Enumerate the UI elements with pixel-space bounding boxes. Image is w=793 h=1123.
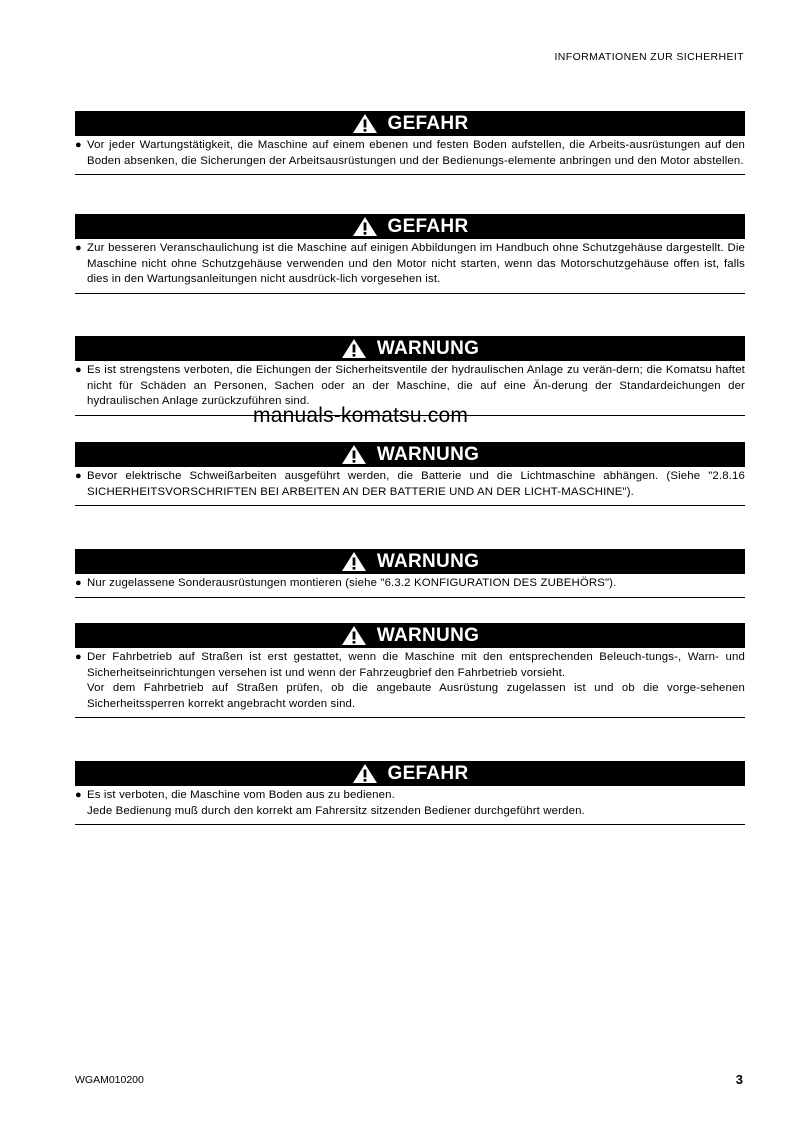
warning-triangle-icon [341, 444, 367, 465]
notice-text: Vor jeder Wartungstätigkeit, die Maschine auf einem ebenen und festen Boden aufstellen, die Arbeits-ausrüstungen auf den Boden absenken, die Sicherungen der Arbeitsausrüstungen und der Bedienungs-elemente anbringen und den Motor abstellen. [87, 139, 745, 167]
bullet-icon: ● [75, 577, 82, 589]
safety-notice [75, 549, 745, 598]
warning-triangle-icon [341, 551, 367, 572]
notice-text: Es ist strengstens verboten, die Eichungen der Sicherheitsventile der hydraulischen Anlage zu verän-dern; die Komatsu haftet nicht für Schäden an Personen, Sachen oder an der Maschine, die auf eine Än-derung der Standardeichungen der hydraulischen Anlage zurückzuführen sind. [87, 364, 745, 407]
safety-notice [75, 111, 745, 175]
bullet-icon: ● [75, 789, 82, 801]
divider [75, 597, 745, 598]
notice-level: GEFAHR [387, 215, 469, 237]
notice-text: Der Fahrbetrieb auf Straßen ist erst gestattet, wenn die Maschine mit den entsprechenden Beleuch-tungs-, Warn- und Sicherheitseinrichtungen versehen ist und wenn der Fahrzeugbrief den Fahrbetrieb vorsieht. [87, 651, 745, 679]
warning-triangle-icon [341, 625, 367, 646]
divider [75, 717, 745, 718]
notice-level: WARNUNG [376, 624, 480, 646]
safety-notice [75, 623, 745, 718]
divider [75, 824, 745, 825]
bullet-icon: ● [75, 364, 82, 376]
divider [75, 505, 745, 506]
notice-text: Jede Bedienung muß durch den korrekt am Fahrersitz sitzenden Bediener durchgeführt werden. [87, 804, 585, 817]
safety-notice [75, 442, 745, 506]
notice-banner [75, 761, 745, 786]
notice-level: GEFAHR [387, 112, 469, 134]
notice-banner [75, 442, 745, 467]
bullet-icon: ● [75, 651, 82, 663]
notice-text: Es ist verboten, die Maschine vom Boden aus zu bedienen. [87, 789, 395, 801]
page-header-title: INFORMATIONEN ZUR SICHERHEIT [554, 51, 744, 63]
notice-level: WARNUNG [376, 443, 480, 465]
notice-level: WARNUNG [376, 337, 480, 359]
divider [75, 293, 745, 294]
page-number: 3 [735, 1072, 743, 1087]
warning-triangle-icon [352, 113, 378, 134]
notice-level: WARNUNG [376, 550, 480, 572]
bullet-icon: ● [75, 470, 82, 482]
divider [75, 174, 745, 175]
notice-text: Nur zugelassene Sonderausrüstungen montieren (siehe "6.3.2 KONFIGURATION DES ZUBEHÖRS"). [87, 577, 617, 589]
safety-notice [75, 761, 745, 825]
notice-level: GEFAHR [387, 762, 469, 784]
warning-triangle-icon [341, 338, 367, 359]
notice-banner [75, 111, 745, 136]
notice-banner [75, 214, 745, 239]
notice-text: Bevor elektrische Schweißarbeiten ausgeführt werden, die Batterie und die Lichtmaschine abhängen. (Siehe "2.8.16 SICHERHEITSVORSCHRIFTEN BEI ARBEITEN AN DER BATTERIE UND AN DER LICHT-MASCHINE"). [87, 470, 745, 498]
bullet-icon: ● [75, 242, 82, 254]
notice-banner [75, 549, 745, 574]
document-code: WGAM010200 [75, 1074, 144, 1086]
warning-triangle-icon [352, 763, 378, 784]
watermark-link[interactable]: manuals-komatsu.com [253, 404, 469, 427]
notice-text: Vor dem Fahrbetrieb auf Straßen prüfen, ob die angebaute Ausrüstung zugelassen ist und ob die vorge-sehenen Sicherheitssperren korrekt angebracht worden sind. [87, 682, 745, 710]
warning-triangle-icon [352, 216, 378, 237]
notice-banner [75, 623, 745, 648]
bullet-icon: ● [75, 139, 82, 151]
notice-banner [75, 336, 745, 361]
notice-text: Zur besseren Veranschaulichung ist die Maschine auf einigen Abbildungen im Handbuch ohne Schutzgehäuse dargestellt. Die Maschine nicht ohne Schutzgehäuse verwenden und den Motor nicht starten, wenn das Motorschutzgehäuse offen ist, falls dies in den Wartungsanleitungen nicht ausdrück-lich vorgesehen ist. [87, 242, 745, 285]
safety-notice [75, 214, 745, 294]
